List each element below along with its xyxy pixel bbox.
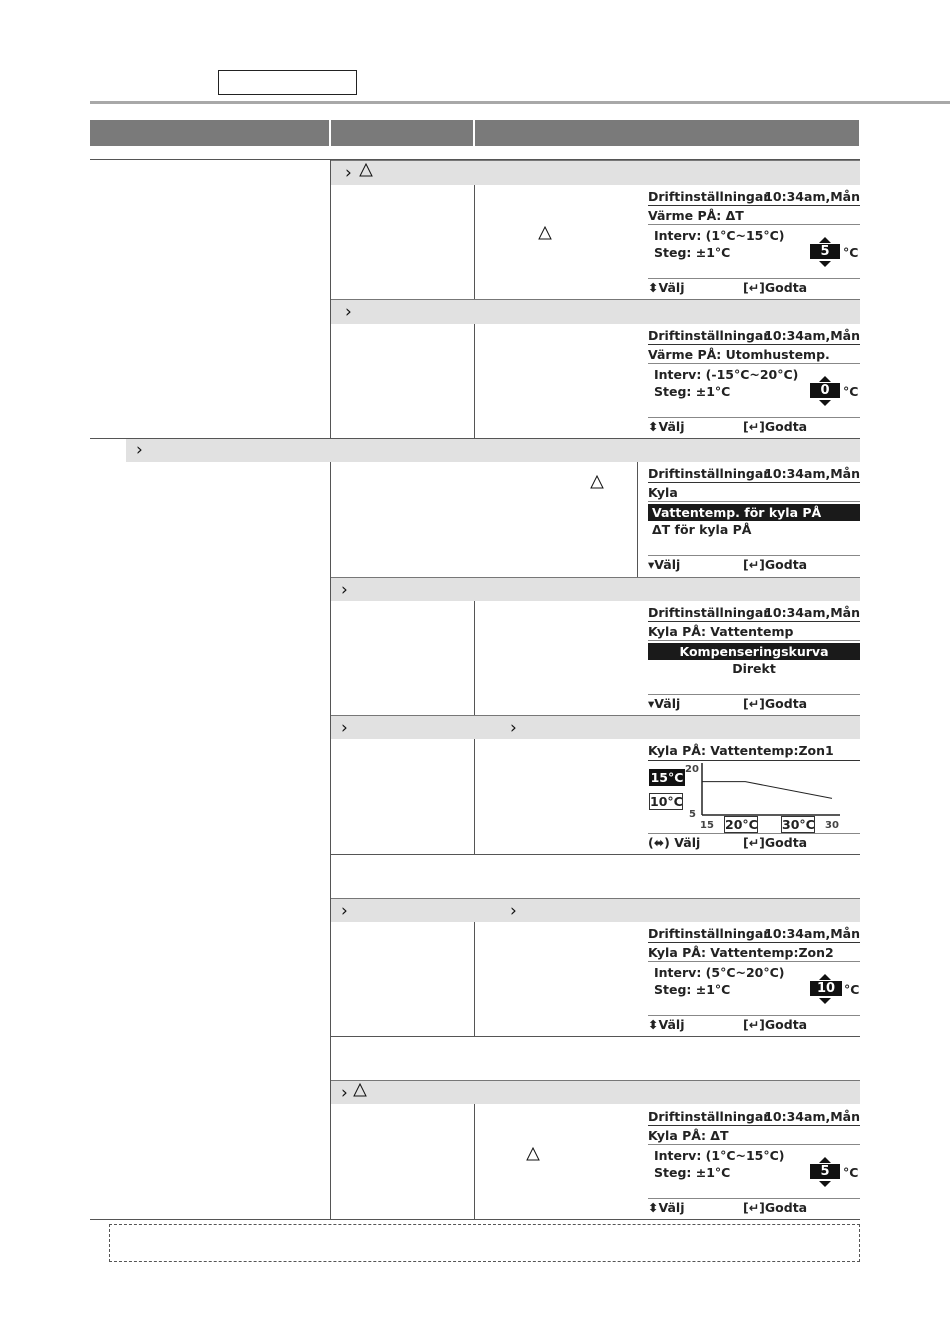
interval-text: Interv: (1°C~15°C): [654, 1148, 785, 1163]
x-low-label[interactable]: 20°C: [725, 817, 758, 832]
godta-hint: [↵]Godta: [743, 419, 808, 434]
table-header-col2: [331, 120, 473, 146]
interval-text: Interv: (5°C~20°C): [654, 965, 785, 980]
step-text: Steg: ±1°C: [654, 245, 731, 260]
chevron-right-icon: ›: [345, 302, 352, 322]
arrow-up-icon[interactable]: [819, 1157, 831, 1163]
screen-s7: [648, 1107, 860, 1219]
interval-text: Interv: (1°C~15°C): [654, 228, 785, 243]
arrow-up-icon[interactable]: [819, 237, 831, 243]
godta-hint: [↵]Godta: [743, 557, 808, 572]
value-field[interactable]: 0: [810, 383, 840, 398]
screen-s3: [648, 464, 860, 576]
menu-item[interactable]: Direkt: [732, 661, 776, 676]
screen-title: Driftinställningar: [648, 328, 770, 343]
step-text: Steg: ±1°C: [654, 982, 731, 997]
down-icon: ▾: [648, 696, 655, 711]
updown-icon: ⬍: [648, 1200, 659, 1215]
value-field[interactable]: 5: [810, 1164, 840, 1179]
chevron-right-icon: ›: [136, 440, 143, 460]
triangle-icon: [538, 225, 552, 244]
column-divider: [474, 601, 475, 715]
arrow-down-icon[interactable]: [819, 261, 831, 267]
left-right-icon: (⬌): [648, 835, 670, 850]
enter-icon: [↵]: [743, 557, 765, 572]
enter-icon: [↵]: [743, 1200, 765, 1215]
step-bar: [331, 1080, 860, 1104]
valj-hint: ⬍Välj: [648, 1200, 685, 1215]
valj-hint: ⬍Välj: [648, 419, 685, 434]
value-field[interactable]: 5: [810, 244, 840, 259]
screen-time: 10:34am,Mån: [764, 328, 860, 343]
screen-s5: [648, 741, 860, 853]
screen-title: Driftinställningar: [648, 926, 770, 941]
screen-subtitle: Kyla PÅ: Vattentemp:Zon1: [648, 743, 834, 758]
menu-item-selected[interactable]: Kompenseringskurva: [648, 643, 860, 660]
row-divider: [331, 1036, 860, 1037]
step-bar: [331, 160, 860, 185]
step-text: Steg: ±1°C: [654, 384, 731, 399]
valj-hint: ⬍Välj: [648, 280, 685, 295]
godta-hint: [↵]Godta: [743, 696, 808, 711]
step-bar: [331, 299, 860, 324]
triangle-icon: [590, 474, 604, 493]
screen-subtitle: Värme PÅ: Utomhustemp.: [648, 347, 830, 362]
screen-title: Driftinställningar: [648, 466, 770, 481]
arrow-down-icon[interactable]: [819, 1181, 831, 1187]
chevron-right-icon: ›: [341, 580, 348, 600]
screen-s6: [648, 924, 860, 1036]
unit-label: °C: [843, 384, 859, 399]
chevron-right-icon: ›: [510, 901, 517, 921]
step-text: Steg: ±1°C: [654, 1165, 731, 1180]
updown-icon: ⬍: [648, 1017, 659, 1032]
enter-icon: [↵]: [743, 696, 765, 711]
axis-x-min-label: 15: [700, 820, 714, 831]
x-high-label[interactable]: 30°C: [782, 817, 815, 832]
screen-title: Driftinställningar: [648, 189, 770, 204]
arrow-down-icon[interactable]: [819, 400, 831, 406]
header-rule: [90, 101, 950, 104]
screen-s4: [648, 603, 860, 715]
arrow-up-icon[interactable]: [819, 376, 831, 382]
unit-label: °C: [843, 245, 859, 260]
table-bottom-rule: [90, 1219, 860, 1220]
column-divider: [474, 922, 475, 1036]
triangle-icon: [526, 1146, 540, 1165]
unit-label: °C: [843, 1165, 859, 1180]
menu-item-selected[interactable]: Vattentemp. för kyla PÅ: [648, 504, 860, 521]
godta-hint: [↵]Godta: [743, 835, 808, 850]
godta-hint: [↵]Godta: [743, 1200, 808, 1215]
axis-y-max-label: 20: [685, 764, 699, 775]
arrow-up-icon[interactable]: [819, 974, 831, 980]
header-label-box: [218, 70, 357, 95]
table-header-col1: [90, 120, 329, 146]
screen-subtitle: Kyla PÅ: ΔT: [648, 1128, 729, 1143]
y-high-label[interactable]: 15°C: [650, 770, 684, 785]
godta-hint: [↵]Godta: [743, 280, 808, 295]
updown-icon: ⬍: [648, 280, 659, 295]
menu-item[interactable]: ΔT för kyla PÅ: [652, 522, 752, 537]
screen-subtitle: Kyla PÅ: Vattentemp:Zon2: [648, 945, 834, 960]
screen-time: 10:34am,Mån: [764, 466, 860, 481]
screen-subtitle: Kyla PÅ: Vattentemp: [648, 624, 794, 639]
valj-hint: ▾Välj: [648, 696, 681, 711]
chevron-right-icon: ›: [510, 718, 517, 738]
axis-x-max-label: 30: [825, 820, 839, 831]
column-divider: [637, 462, 638, 577]
screen-title: Driftinställningar: [648, 1109, 770, 1124]
valj-hint: ⬍Välj: [648, 1017, 685, 1032]
note-box: [109, 1224, 860, 1262]
godta-hint: [↵]Godta: [743, 1017, 808, 1032]
axis-y-min-label: 5: [689, 809, 696, 820]
chevron-right-icon: ›: [341, 901, 348, 921]
updown-icon: ⬍: [648, 419, 659, 434]
y-low-label[interactable]: 10°C: [650, 794, 683, 809]
unit-label: °C: [844, 982, 860, 997]
enter-icon: [↵]: [743, 835, 765, 850]
curve-line: [702, 782, 832, 799]
down-icon: ▾: [648, 557, 655, 572]
screen-time: 10:34am,Mån: [764, 605, 860, 620]
screen-time: 10:34am,Mån: [764, 1109, 860, 1124]
chevron-right-icon: ›: [341, 718, 348, 738]
step-bar: [331, 715, 860, 739]
column-divider: [474, 1104, 475, 1219]
screen-s2: [648, 326, 860, 438]
valj-hint: ▾Välj: [648, 557, 681, 572]
enter-icon: [↵]: [743, 419, 765, 434]
arrow-down-icon[interactable]: [819, 998, 831, 1004]
step-bar: [331, 898, 860, 922]
enter-icon: [↵]: [743, 280, 765, 295]
value-field[interactable]: 10: [810, 981, 842, 996]
chevron-right-icon: ›: [345, 163, 352, 183]
screen-subtitle: Värme PÅ: ΔT: [648, 208, 744, 223]
compensation-curve-chart: [684, 761, 860, 835]
interval-text: Interv: (-15°C~20°C): [654, 367, 799, 382]
screen-time: 10:34am,Mån: [764, 189, 860, 204]
screen-time: 10:34am,Mån: [764, 926, 860, 941]
step-bar: [331, 577, 860, 601]
column-divider: [474, 324, 475, 438]
table-header-col3: [475, 120, 859, 146]
chevron-right-icon: ›: [341, 1083, 348, 1103]
column-divider: [474, 739, 475, 854]
valj-hint: (⬌) Välj: [648, 835, 701, 850]
enter-icon: [↵]: [743, 1017, 765, 1032]
screen-title: Driftinställningar: [648, 605, 770, 620]
screen-s1: [648, 187, 860, 299]
section-bar: [126, 439, 860, 462]
screen-subtitle: Kyla: [648, 485, 678, 500]
column-divider: [474, 185, 475, 299]
row-divider: [331, 854, 860, 855]
